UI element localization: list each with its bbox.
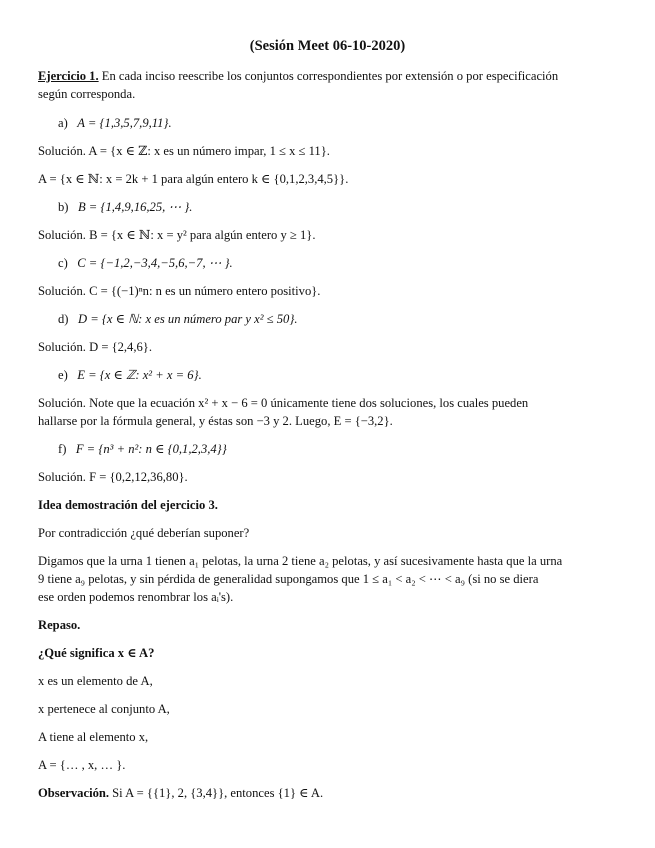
item-d: d) D = {x ∈ ℕ: x es un número par y x² ≤ 50}. bbox=[58, 312, 298, 326]
idea-paragraph-line1: Digamos que la urna 1 tienen a₁ pelotas, la urna 2 tiene a₂ pelotas, y así sucesivamente hasta que la urna bbox=[38, 554, 563, 568]
item-b: b) B = {1,4,9,16,25, ⋯ }. bbox=[58, 200, 193, 214]
idea-heading: Idea demostración del ejercicio 3. bbox=[38, 498, 218, 512]
observation-heading: Observación. bbox=[38, 786, 110, 800]
exercise-1-line2: según corresponda. bbox=[38, 87, 136, 101]
exercise-1-heading: Ejercicio 1. bbox=[38, 69, 99, 83]
item-e: e) E = {x ∈ ℤ: x² + x = 6}. bbox=[58, 368, 202, 382]
solution-a-line2: A = {x ∈ ℕ: x = 2k + 1 para algún entero k ∈ {0,1,2,3,4,5}}. bbox=[38, 172, 349, 186]
repaso-line-3: A tiene al elemento x, bbox=[38, 730, 149, 744]
repaso-heading: Repaso. bbox=[38, 618, 81, 632]
idea-paragraph-line3: ese orden podemos renombrar los aᵢ's). bbox=[38, 590, 234, 604]
item-a: a) A = {1,3,5,7,9,11}. bbox=[58, 116, 172, 130]
repaso-line-1: x es un elemento de A, bbox=[38, 674, 153, 688]
idea-paragraph-line2: 9 tiene a₉ pelotas, y sin pérdida de generalidad supongamos que 1 ≤ a₁ < a₂ < ⋯ < a₉ (si no se diera bbox=[38, 572, 539, 586]
solution-e-line2: hallarse por la fórmula general, y éstas son −3 y 2. Luego, E = {−3,2}. bbox=[38, 414, 393, 428]
solution-c: Solución. C = {(−1)ⁿn: n es un número entero positivo}. bbox=[38, 284, 321, 298]
repaso-question: ¿Qué significa x ∈ A? bbox=[38, 646, 155, 660]
repaso-line-2: x pertenece al conjunto A, bbox=[38, 702, 170, 716]
exercise-1-line1: Ejercicio 1. En cada inciso reescribe los conjuntos correspondientes por extensión o por especificación bbox=[38, 69, 559, 83]
solution-e-line1: Solución. Note que la ecuación x² + x − 6 = 0 únicamente tiene dos soluciones, los cuales pueden bbox=[38, 396, 529, 410]
repaso-line-4: A = {… , x, … }. bbox=[38, 758, 126, 772]
page-title: (Sesión Meet 06-10-2020) bbox=[249, 38, 406, 54]
item-f: f) F = {n³ + n²: n ∈ {0,1,2,3,4}} bbox=[58, 442, 227, 456]
solution-f: Solución. F = {0,2,12,36,80}. bbox=[38, 470, 188, 484]
solution-b: Solución. B = {x ∈ ℕ: x = y² para algún entero y ≥ 1}. bbox=[38, 228, 316, 242]
item-c: c) C = {−1,2,−3,4,−5,6,−7, ⋯ }. bbox=[58, 256, 233, 270]
idea-question: Por contradicción ¿qué deberían suponer? bbox=[38, 526, 250, 540]
observation-line: Observación. Si A = {{1}, 2, {3,4}}, entonces {1} ∈ A. bbox=[38, 786, 324, 800]
solution-d: Solución. D = {2,4,6}. bbox=[38, 340, 152, 354]
solution-a-line1: Solución. A = {x ∈ ℤ: x es un número impar, 1 ≤ x ≤ 11}. bbox=[38, 144, 330, 158]
